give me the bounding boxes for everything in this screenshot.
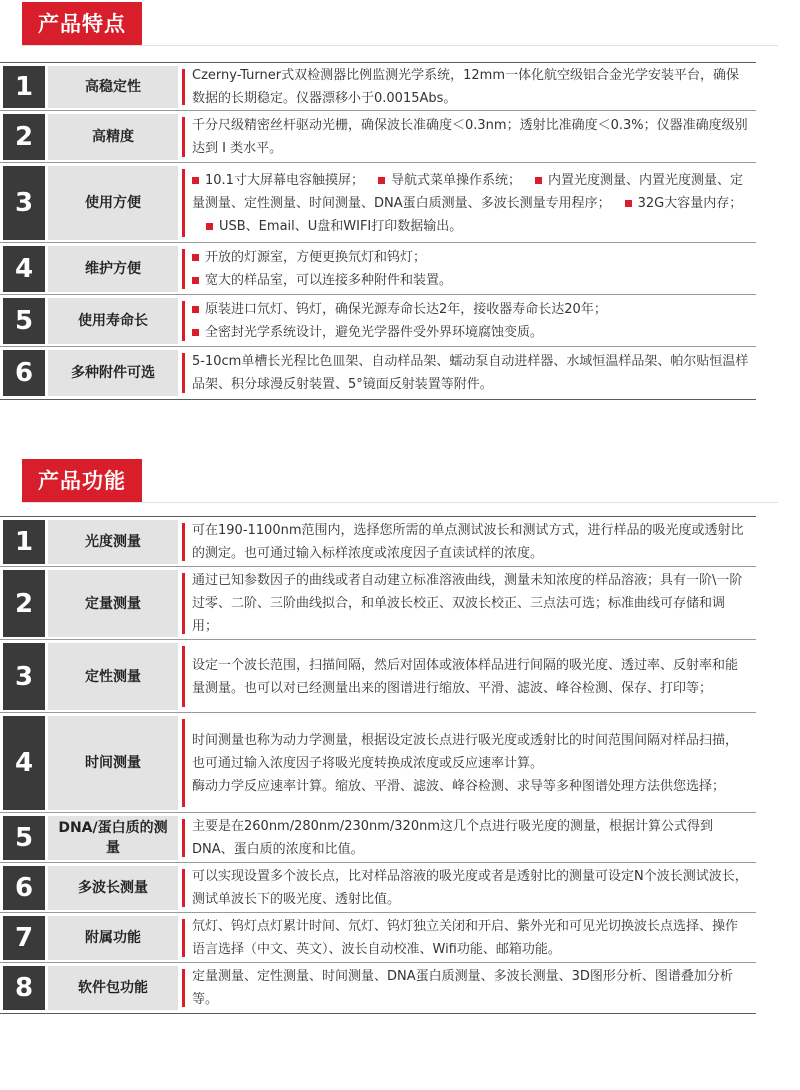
accent-bar xyxy=(182,301,185,341)
row-title: 使用方便 xyxy=(48,166,178,240)
functions-header xyxy=(22,459,778,503)
description-text: 定量测量、定性测量、时间测量、DNA蛋白质测量、多波长测量、3D图形分析、图谱叠加分析等。 xyxy=(192,969,733,1007)
accent-bar xyxy=(182,719,185,807)
description-text: 内置光度测量、内置光度测量、定量测量、定性测量、时间测量、DNA蛋白质测量、多波长测量专用程序； xyxy=(192,173,743,211)
row-description xyxy=(192,519,750,565)
features-divider xyxy=(22,45,778,46)
features-row xyxy=(0,63,756,111)
description-paragraph xyxy=(192,350,750,396)
description-text: Czerny-Turner式双检测器比例监测光学系统，12mm一体化航空级铝合金光学安装平台，确保数据的长期稳定。仪器漂移小于0.0015Abs。 xyxy=(192,68,739,106)
description-paragraph xyxy=(192,915,750,961)
description-text: 氘灯、钨灯点灯累计时间、氘灯、钨灯独立关闭和开启、紫外光和可见光切换波长点选择、操作语言选择（中文、英文）、波长自动校准、Wifi功能、邮箱功能。 xyxy=(192,919,739,957)
description-paragraph xyxy=(192,965,750,1011)
description-text: 宽大的样品室，可以连接多种附件和装置。 xyxy=(205,273,453,288)
description-paragraph xyxy=(192,865,750,911)
description-paragraph xyxy=(192,775,750,798)
row-number: 8 xyxy=(3,966,45,1010)
row-title: 高精度 xyxy=(48,114,178,160)
description-text: 可在190-1100nm范围内，选择您所需的单点测试波长和测试方式，进行样品的吸光度或透射比的测定。也可通过输入标样浓度或浓度因子直读试样的浓度。 xyxy=(192,523,744,561)
description-paragraph xyxy=(192,298,750,321)
description-text: 酶动力学反应速率计算。缩放、平滑、滤波、峰谷检测、求导等多种图谱处理方法供您选择； xyxy=(192,779,726,794)
row-title: 定性测量 xyxy=(48,643,178,710)
description-text: 全密封光学系统设计，避免光学器件受外界环境腐蚀变质。 xyxy=(205,325,544,340)
accent-bar xyxy=(182,819,185,857)
bullet-square-icon xyxy=(625,200,632,207)
accent-bar xyxy=(182,969,185,1007)
features-section xyxy=(22,2,778,46)
features-row xyxy=(0,243,756,295)
description-text: 设定一个波长范围，扫描间隔，然后对固体或液体样品进行间隔的吸光度、透过率、反射率和能量测量。也可以对已经测量出来的图谱进行缩放、平滑、滤波、峰谷检测、保存、打印等； xyxy=(192,658,739,696)
bullet-square-icon xyxy=(192,329,199,336)
row-number: 1 xyxy=(3,66,45,108)
functions-row xyxy=(0,517,756,567)
description-text: 开放的灯源室，方便更换氘灯和钨灯； xyxy=(205,250,427,265)
row-number: 5 xyxy=(3,298,45,344)
accent-bar xyxy=(182,573,185,634)
features-row xyxy=(0,163,756,243)
row-description xyxy=(192,114,750,160)
functions-row xyxy=(0,913,756,963)
row-number: 3 xyxy=(3,643,45,710)
row-description xyxy=(192,965,750,1011)
row-number: 2 xyxy=(3,114,45,160)
bullet-square-icon xyxy=(206,223,213,230)
functions-row xyxy=(0,963,756,1013)
row-description xyxy=(192,569,750,638)
row-title: 时间测量 xyxy=(48,716,178,810)
row-description xyxy=(192,64,750,110)
description-paragraph xyxy=(192,321,750,344)
row-description xyxy=(192,865,750,911)
row-title: 软件包功能 xyxy=(48,966,178,1010)
features-row xyxy=(0,111,756,163)
bullet-square-icon xyxy=(378,177,385,184)
features-row xyxy=(0,295,756,347)
functions-row xyxy=(0,863,756,913)
description-paragraph xyxy=(192,654,750,700)
accent-bar xyxy=(182,523,185,561)
description-paragraph xyxy=(192,729,750,775)
features-row xyxy=(0,347,756,399)
row-title: 维护方便 xyxy=(48,246,178,292)
row-description xyxy=(192,915,750,961)
bullet-square-icon xyxy=(192,254,199,261)
functions-title: 产品功能 xyxy=(22,459,142,503)
description-text: 10.1寸大屏幕电容触摸屏； xyxy=(205,173,364,188)
description-text: 时间测量也称为动力学测量，根据设定波长点进行吸光度或透射比的时间范围间隔对样品扫描，也可通过输入浓度因子将吸光度转换成浓度或反应速率计算。 xyxy=(192,733,739,771)
description-text: USB、Email、U盘和WIFI打印数据输出。 xyxy=(219,219,463,234)
bullet-square-icon xyxy=(192,177,199,184)
accent-bar xyxy=(182,353,185,393)
description-text: 32G大容量内存； xyxy=(637,196,743,211)
row-number: 2 xyxy=(3,570,45,637)
description-text: 导航式菜单操作系统； xyxy=(390,173,521,188)
row-description xyxy=(192,654,750,700)
bullet-square-icon xyxy=(192,277,199,284)
row-title: 使用寿命长 xyxy=(48,298,178,344)
accent-bar xyxy=(182,869,185,907)
description-text: 通过已知参数因子的曲线或者自动建立标准溶液曲线，测量未知浓度的样品溶液；具有一阶\一阶过零、二阶、三阶曲线拟合，和单波长校正、双波长校正、三点法可选；标准曲线可存储和调用； xyxy=(192,573,743,634)
row-title: 多种附件可选 xyxy=(48,350,178,396)
description-text: 可以实现设置多个波长点，比对样品溶液的吸光度或者是透射比的测量可设定N个波长测试波长，测试单波长下的吸光度、透射比值。 xyxy=(192,869,748,907)
description-paragraph xyxy=(192,246,750,269)
description-paragraph xyxy=(192,64,750,110)
row-number: 7 xyxy=(3,916,45,960)
accent-bar xyxy=(182,169,185,237)
row-number: 6 xyxy=(3,350,45,396)
description-text: 千分尺级精密丝杆驱动光栅，确保波长准确度＜0.3nm；透射比准确度＜0.3%；仪器准确度级别达到 Ⅰ 类水平。 xyxy=(192,118,748,156)
accent-bar xyxy=(182,646,185,707)
row-title: 高稳定性 xyxy=(48,66,178,108)
description-paragraph xyxy=(192,569,750,638)
row-description xyxy=(192,815,750,861)
row-description xyxy=(192,169,750,238)
row-description xyxy=(192,729,750,798)
row-number: 1 xyxy=(3,520,45,564)
row-number: 6 xyxy=(3,866,45,910)
accent-bar xyxy=(182,69,185,105)
features-table xyxy=(0,62,756,400)
row-number: 3 xyxy=(3,166,45,240)
row-number: 4 xyxy=(3,716,45,810)
description-text: 原装进口氘灯、钨灯，确保光源寿命长达2年，接收器寿命长达20年； xyxy=(205,302,607,317)
functions-row xyxy=(0,713,756,813)
accent-bar xyxy=(182,249,185,289)
functions-row xyxy=(0,640,756,713)
description-paragraph xyxy=(192,269,750,292)
row-description xyxy=(192,246,750,292)
description-paragraph xyxy=(192,114,750,160)
functions-divider xyxy=(22,502,778,503)
accent-bar xyxy=(182,919,185,957)
features-title: 产品特点 xyxy=(22,2,142,46)
functions-section xyxy=(22,459,778,503)
description-text: 5-10cm单槽长光程比色皿架、自动样品架、蠕动泵自动进样器、水域恒温样品架、帕尔贴恒温样品架、积分球漫反射装置、5°镜面反射装置等附件。 xyxy=(192,354,749,392)
description-paragraph xyxy=(192,169,750,238)
row-description xyxy=(192,298,750,344)
bullet-square-icon xyxy=(535,177,542,184)
functions-row xyxy=(0,813,756,863)
description-paragraph xyxy=(192,815,750,861)
row-title: 光度测量 xyxy=(48,520,178,564)
functions-row xyxy=(0,567,756,640)
row-title: 多波长测量 xyxy=(48,866,178,910)
row-title: DNA/蛋白质的测量 xyxy=(48,816,178,860)
functions-table xyxy=(0,516,756,1014)
description-text: 主要是在260nm/280nm/230nm/320nm这几个点进行吸光度的测量，根据计算公式得到DNA、蛋白质的浓度和比值。 xyxy=(192,819,714,857)
row-description xyxy=(192,350,750,396)
row-title: 定量测量 xyxy=(48,570,178,637)
features-header xyxy=(22,2,778,46)
row-number: 5 xyxy=(3,816,45,860)
description-paragraph xyxy=(192,519,750,565)
row-number: 4 xyxy=(3,246,45,292)
accent-bar xyxy=(182,117,185,157)
bullet-square-icon xyxy=(192,306,199,313)
row-title: 附属功能 xyxy=(48,916,178,960)
